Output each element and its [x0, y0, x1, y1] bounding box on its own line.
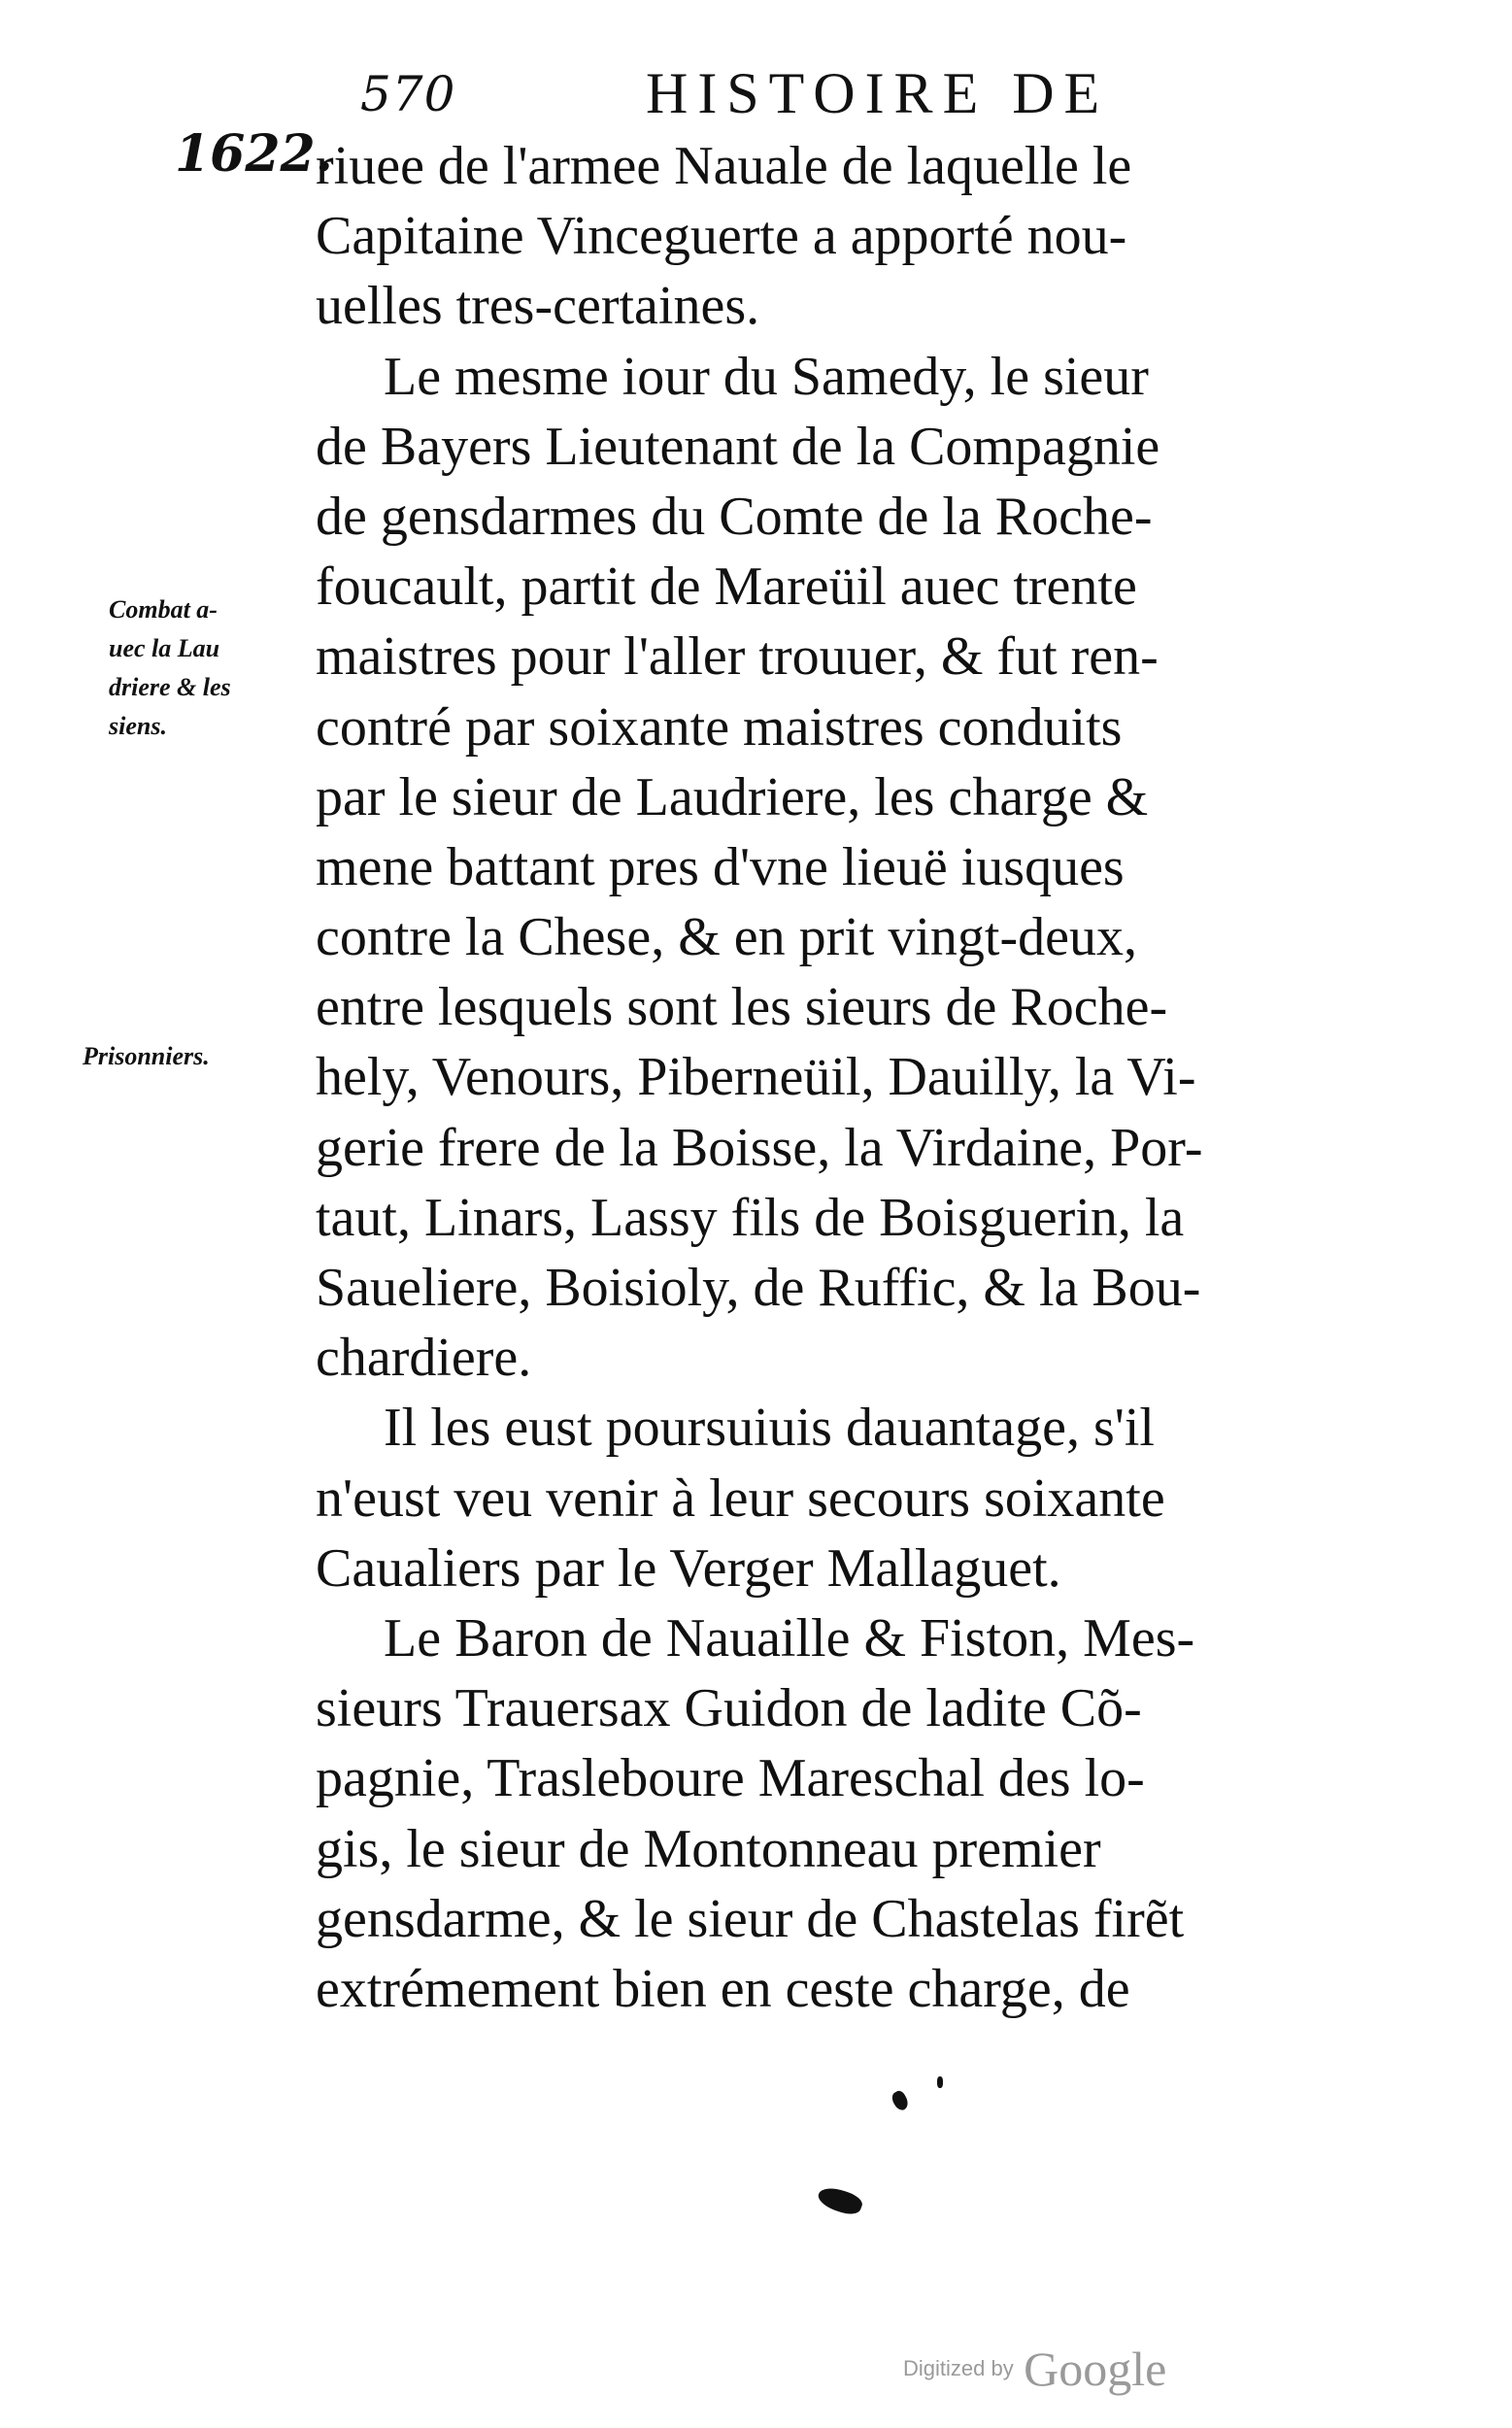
text-line: sieurs Trauersax Guidon de ladite Cõ- [316, 1678, 1142, 1739]
text-line: extrémement bien en ceste charge, de [316, 1958, 1130, 2019]
text-line: gensdarme, & le sieur de Chastelas firẽt [316, 1888, 1185, 1949]
text-line: n'eust veu venir à leur secours soixante [316, 1467, 1165, 1529]
text-line: hely, Venours, Piberneüil, Dauilly, la Vi- [316, 1047, 1196, 1108]
text-line: gerie frere de la Boisse, la Virdaine, Por- [316, 1117, 1203, 1178]
ink-blot [937, 2076, 943, 2088]
text-line: maistres pour l'aller trouuer, & fut ren- [316, 626, 1159, 688]
margin-note-prisonniers [83, 1037, 316, 1076]
text-line: mene battant pres d'vne lieuë iusques [316, 836, 1125, 897]
digitized-label: Digitized by [903, 2356, 1014, 2380]
text-line: contre la Chese, & en prit vingt-deux, [316, 907, 1137, 968]
text-line: pagnie, Trasleboure Mareschal des lo- [316, 1748, 1145, 1809]
text-line: de Bayers Lieutenant de la Compagnie [316, 416, 1160, 477]
text-line: taut, Linars, Lassy fils de Boisguerin, la [316, 1187, 1185, 1248]
text-line: par le sieur de Laudriere, les charge & [316, 766, 1149, 827]
ink-blot [890, 2089, 911, 2112]
text-line: Caualiers par le Verger Mallaguet. [316, 1537, 1061, 1599]
page-number: 570 [360, 66, 456, 122]
text-line: uelles tres-certaines. [316, 276, 760, 337]
digitized-by-watermark [903, 2341, 1166, 2397]
paragraph-start-line: Le Baron de Nauaille & Fiston, Mes- [384, 1607, 1195, 1669]
margin-note-line: Prisonniers. [83, 1042, 210, 1070]
text-line: chardiere. [316, 1328, 532, 1389]
margin-note-combat [109, 590, 322, 746]
text-line: contré par soixante maistres conduits [316, 696, 1123, 758]
ink-blot [816, 2183, 865, 2218]
paragraph-start-line: Il les eust poursuiuis dauantage, s'il [384, 1398, 1155, 1459]
text-line: gis, le sieur de Montonneau premier [316, 1818, 1101, 1879]
running-title: HISTOIRE DE [646, 61, 1110, 125]
margin-note-line: driere & les [109, 673, 231, 701]
text-line: Capitaine Vinceguerte a apporté nou- [316, 206, 1127, 267]
year-marginalia: 1622. [175, 124, 333, 184]
google-logo: Google [1024, 2342, 1167, 2396]
body-text [316, 131, 1364, 2024]
text-line: foucault, partit de Mareüil auec trente [316, 556, 1137, 618]
margin-note-line: uec la Lau [109, 634, 220, 662]
margin-note-line: Combat a- [109, 595, 218, 624]
margin-note-line: siens. [109, 712, 167, 740]
paragraph-start-line: Le mesme iour du Samedy, le sieur [384, 346, 1149, 407]
text-line: Saueliere, Boisioly, de Ruffic, & la Bou- [316, 1258, 1201, 1318]
text-line: entre lesquels sont les sieurs de Roche- [316, 977, 1168, 1038]
text-line: riuee de l'armee Nauale de laquelle le [316, 136, 1132, 196]
text-line: de gensdarmes du Comte de la Roche- [316, 486, 1153, 547]
running-head [354, 60, 1326, 138]
